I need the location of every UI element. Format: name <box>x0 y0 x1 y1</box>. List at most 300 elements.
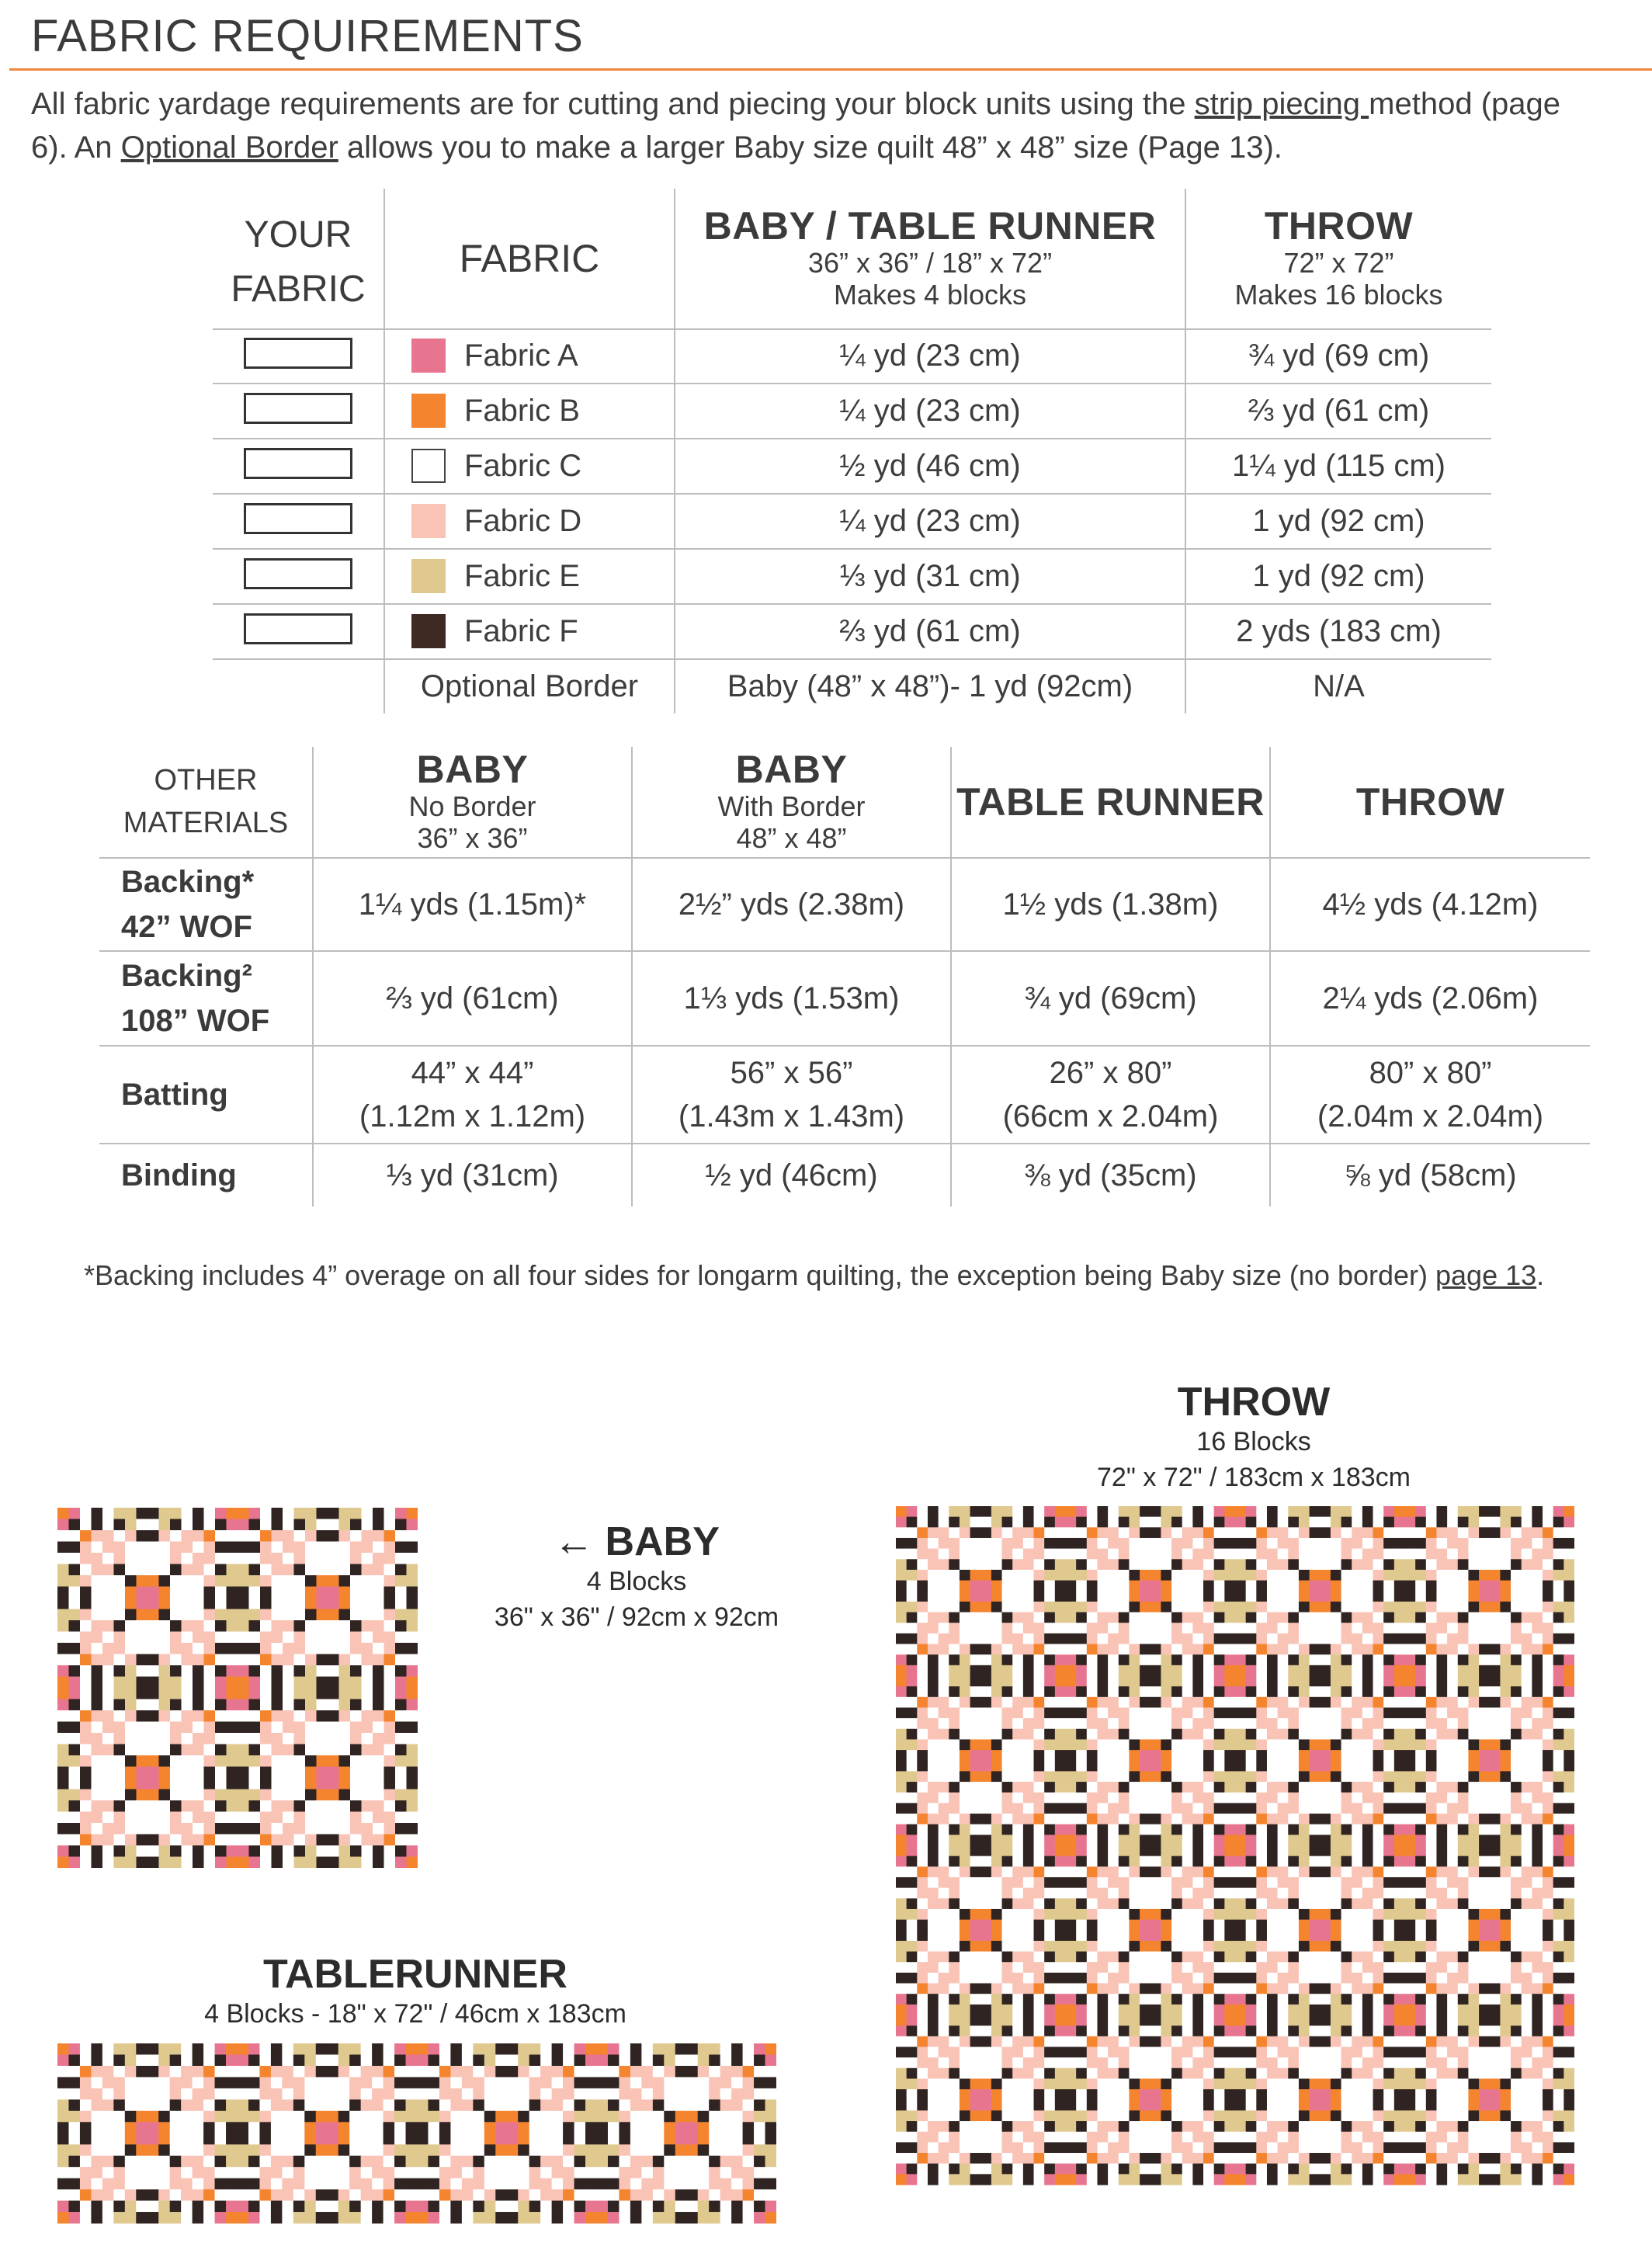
quilt-patch <box>949 2153 960 2164</box>
quilt-patch <box>182 1710 193 1722</box>
quilt-patch <box>960 1824 970 1835</box>
quilt-patch <box>1002 1654 1013 1665</box>
quilt-patch <box>249 1575 261 1587</box>
quilt-patch <box>1150 1697 1161 1708</box>
quilt-patch <box>170 1609 182 1621</box>
quilt-patch <box>1192 1707 1203 1718</box>
quilt-patch <box>1405 1877 1416 1888</box>
quilt-patch <box>125 1800 137 1812</box>
quilt-patch <box>1468 1559 1479 1570</box>
quilt-patch <box>1373 2057 1384 2068</box>
quilt-patch <box>1511 1782 1522 1793</box>
your-fabric-box[interactable] <box>244 448 352 479</box>
quilt-patch <box>1468 1941 1479 1952</box>
quilt-patch <box>238 1665 249 1677</box>
quilt-patch <box>1299 2164 1310 2175</box>
quilt-patch <box>1087 2121 1098 2132</box>
quilt-patch <box>1192 1644 1203 1655</box>
quilt-patch <box>57 1767 69 1779</box>
quilt-patch <box>1532 1697 1543 1708</box>
quilt-patch <box>1511 1729 1522 1740</box>
quilt-patch <box>1055 2174 1066 2185</box>
quilt-patch <box>125 1688 137 1699</box>
quilt-patch <box>1246 1898 1257 1909</box>
quilt-patch <box>1288 1654 1299 1665</box>
quilt-patch <box>1002 2046 1013 2057</box>
page-13-link[interactable]: page 13 <box>1435 1259 1537 1291</box>
quilt-patch <box>92 1755 103 1767</box>
quilt-patch <box>80 1632 92 1644</box>
quilt-patch <box>1235 1866 1246 1877</box>
quilt-patch <box>102 1654 114 1666</box>
quilt-patch <box>1012 1793 1023 1803</box>
quilt-patch <box>1426 1697 1437 1708</box>
quilt-patch <box>272 1699 283 1711</box>
quilt-patch <box>1192 1952 1203 1963</box>
quilt-patch <box>1012 2015 1023 2026</box>
quilt-patch <box>1278 1570 1289 1581</box>
quilt-patch <box>1500 1835 1511 1845</box>
quilt-patch <box>1500 1750 1511 1761</box>
quilt-patch <box>1394 2036 1405 2047</box>
quilt-patch <box>1500 1877 1511 1888</box>
quilt-patch <box>1055 1613 1066 1623</box>
quilt-patch <box>260 1620 272 1632</box>
quilt-patch <box>328 1620 339 1632</box>
quilt-patch <box>373 1767 384 1779</box>
quilt-patch <box>260 1519 272 1531</box>
quilt-patch <box>960 1750 970 1761</box>
baby-quilt-illustration <box>57 1508 418 1868</box>
quilt-patch <box>949 1654 960 1665</box>
quilt-patch <box>114 1632 126 1644</box>
quilt-patch <box>1511 1686 1522 1697</box>
quilt-patch <box>1553 1856 1564 1867</box>
quilt-patch <box>339 1598 351 1609</box>
quilt-patch <box>102 1553 114 1564</box>
quilt-patch <box>1203 1686 1214 1697</box>
quilt-patch <box>1066 2046 1077 2057</box>
quilt-patch <box>1320 2121 1331 2132</box>
quilt-patch <box>1119 1623 1130 1633</box>
quilt-patch <box>1415 1623 1426 1633</box>
quilt-patch <box>1119 1707 1130 1718</box>
quilt-patch <box>1288 1930 1299 1941</box>
quilt-patch <box>1331 2046 1341 2057</box>
quilt-patch <box>1299 2068 1310 2079</box>
quilt-patch <box>1055 1898 1066 1909</box>
quilt-patch <box>125 1643 137 1654</box>
quilt-patch <box>1288 1824 1299 1835</box>
quilt-patch <box>1002 1782 1013 1793</box>
quilt-patch <box>1436 1654 1447 1665</box>
quilt-patch <box>1108 1761 1119 1772</box>
quilt-patch <box>1267 2046 1278 2057</box>
quilt-patch <box>1299 2057 1310 2068</box>
quilt-patch <box>373 1744 384 1756</box>
your-fabric-box[interactable] <box>244 613 352 644</box>
quilt-patch <box>1267 1538 1278 1549</box>
quilt-patch <box>1320 1538 1331 1549</box>
quilt-patch <box>1129 1623 1140 1633</box>
quilt-patch <box>1383 1814 1394 1824</box>
quilt-patch <box>1447 1506 1458 1517</box>
quilt-patch <box>272 1519 283 1531</box>
quilt-patch <box>1066 2164 1077 2175</box>
your-fabric-box[interactable] <box>244 338 352 369</box>
quilt-patch <box>970 2174 981 2185</box>
quilt-patch <box>182 1744 193 1756</box>
quilt-patch <box>1012 2026 1023 2036</box>
quilt-patch <box>1087 2015 1098 2026</box>
quilt-patch <box>1341 1570 1352 1581</box>
quilt-patch <box>1256 1761 1267 1772</box>
optional-border-link[interactable]: Optional Border <box>120 130 338 165</box>
quilt-patch <box>1490 1835 1501 1845</box>
quilt-patch <box>1203 2078 1214 2089</box>
quilt-patch <box>1341 2036 1352 2047</box>
quilt-patch <box>1002 1644 1013 1655</box>
quilt-patch <box>102 1744 114 1756</box>
quilt-patch <box>395 1733 407 1744</box>
quilt-patch <box>1087 1654 1098 1665</box>
quilt-patch <box>1161 1591 1171 1602</box>
quilt-patch <box>1066 1994 1077 2005</box>
quilt-patch <box>1267 1761 1278 1772</box>
quilt-patch <box>1511 1898 1522 1909</box>
quilt-patch <box>1383 1654 1394 1665</box>
quilt-patch <box>1055 1697 1066 1708</box>
quilt-patch <box>1108 1888 1119 1899</box>
quilt-patch <box>1224 1888 1235 1899</box>
quilt-patch <box>1362 1506 1373 1517</box>
quilt-patch <box>1278 1941 1289 1952</box>
quilt-patch <box>970 1973 981 1984</box>
quilt-patch <box>1288 2132 1299 2143</box>
quilt-patch <box>1426 1623 1437 1633</box>
quilt-patch <box>1500 1952 1511 1963</box>
quilt-patch <box>1543 1559 1553 1570</box>
quilt-patch <box>294 1688 306 1699</box>
quilt-patch <box>1532 1952 1543 1963</box>
quilt-patch <box>1532 1898 1543 1909</box>
quilt-patch <box>1119 1941 1130 1952</box>
quilt-patch <box>1171 1506 1182 1517</box>
quilt-patch <box>1436 1803 1447 1814</box>
your-fabric-box[interactable] <box>244 503 352 534</box>
quilt-patch <box>1320 1952 1331 1963</box>
quilt-patch <box>80 1767 92 1779</box>
quilt-patch <box>1553 1697 1564 1708</box>
quilt-patch <box>1034 1856 1045 1867</box>
quilt-patch <box>991 2005 1002 2015</box>
quilt-patch <box>1161 2142 1171 2153</box>
quilt-patch <box>1119 2153 1130 2164</box>
quilt-patch <box>283 1835 294 1846</box>
quilt-patch <box>170 1575 182 1587</box>
quilt-patch <box>1331 2026 1341 2036</box>
quilt-patch <box>949 1877 960 1888</box>
quilt-patch <box>305 1835 317 1846</box>
quilt-patch <box>1394 1962 1405 1973</box>
quilt-patch <box>1310 1665 1321 1676</box>
quilt-patch <box>1140 1835 1150 1845</box>
quilt-patch <box>1373 1750 1384 1761</box>
quilt-patch <box>1224 1549 1235 1560</box>
quilt-patch <box>1447 1633 1458 1644</box>
quilt-patch <box>1320 1941 1331 1952</box>
quilt-patch <box>1553 1930 1564 1941</box>
quilt-patch <box>362 1800 373 1812</box>
quilt-patch <box>215 1688 227 1699</box>
quilt-patch <box>1076 2078 1087 2089</box>
quilt-patch <box>1087 1602 1098 1613</box>
quilt-patch <box>1394 1994 1405 2005</box>
quilt-patch <box>1288 1538 1299 1549</box>
quilt-patch <box>1214 1866 1225 1877</box>
quilt-patch <box>1076 1898 1087 1909</box>
quilt-patch <box>960 1506 970 1517</box>
quilt-patch <box>949 1570 960 1581</box>
quilt-patch <box>102 1835 114 1846</box>
quilt-patch <box>1002 1570 1013 1581</box>
quilt-patch <box>1447 1898 1458 1909</box>
quilt-patch <box>1076 2005 1087 2015</box>
quilt-patch <box>1055 1973 1066 1984</box>
quilt-patch <box>1352 1739 1362 1750</box>
quilt-patch <box>362 1755 373 1767</box>
quilt-patch <box>1522 1739 1532 1750</box>
quilt-patch <box>1458 1845 1469 1856</box>
quilt-patch <box>1447 2005 1458 2015</box>
quilt-patch <box>92 1598 103 1609</box>
quilt-patch <box>1108 2132 1119 2143</box>
quilt-patch <box>193 1508 204 1519</box>
quilt-patch <box>1267 1771 1278 1782</box>
quilt-patch <box>960 1549 970 1560</box>
quilt-patch <box>1415 1803 1426 1814</box>
quilt-patch <box>1415 1866 1426 1877</box>
quilt-patch <box>1553 1718 1564 1729</box>
quilt-patch <box>1299 1973 1310 1984</box>
quilt-patch <box>407 1857 418 1869</box>
quilt-patch <box>1203 1559 1214 1570</box>
quilt-patch <box>1171 1761 1182 1772</box>
quilt-patch <box>1171 1941 1182 1952</box>
quilt-patch <box>1034 1984 1045 1994</box>
quilt-patch <box>1553 2005 1564 2015</box>
quilt-patch <box>1119 2110 1130 2121</box>
quilt-patch <box>917 1793 928 1803</box>
quilt-patch <box>1066 1654 1077 1665</box>
quilt-patch <box>1458 1866 1469 1877</box>
quilt-patch <box>137 1677 148 1689</box>
quilt-patch <box>1182 1591 1193 1602</box>
quilt-patch <box>260 1677 272 1689</box>
quilt-patch <box>1129 1866 1140 1877</box>
quilt-patch <box>1097 2089 1108 2100</box>
quilt-patch <box>970 1517 981 1528</box>
quilt-patch <box>1235 1845 1246 1856</box>
quilt-patch <box>1564 1941 1574 1952</box>
quilt-patch <box>1394 2153 1405 2164</box>
quilt-patch <box>384 1812 396 1824</box>
quilt-patch <box>1002 2174 1013 2185</box>
quilt-patch <box>1140 1771 1150 1782</box>
quilt-patch <box>1119 1633 1130 1644</box>
quilt-patch <box>1119 1654 1130 1665</box>
quilt-patch <box>949 1888 960 1899</box>
quilt-patch <box>1564 1824 1574 1835</box>
quilt-patch <box>1087 1909 1098 1920</box>
quilt-patch <box>1331 1856 1341 1867</box>
quilt-patch <box>1426 2005 1437 2015</box>
quilt-patch <box>305 1665 317 1677</box>
quilt-patch <box>1310 1570 1321 1581</box>
quilt-patch <box>1108 2046 1119 2057</box>
quilt-patch <box>939 1750 949 1761</box>
quilt-patch <box>1129 1633 1140 1644</box>
quilt-patch <box>1097 1984 1108 1994</box>
quilt-patch <box>204 1553 216 1564</box>
quilt-patch <box>1108 2057 1119 2068</box>
quilt-patch <box>1310 1602 1321 1613</box>
quilt-patch <box>1055 1506 1066 1517</box>
quilt-patch <box>1023 2005 1034 2015</box>
quilt-patch <box>1394 2046 1405 2057</box>
quilt-patch <box>1511 1930 1522 1941</box>
quilt-patch <box>1341 2078 1352 2089</box>
quilt-patch <box>1362 1697 1373 1708</box>
quilt-patch <box>1129 1782 1140 1793</box>
strip-piecing-link[interactable]: strip piecing <box>1194 87 1369 121</box>
quilt-patch <box>1150 1559 1161 1570</box>
quilt-patch <box>1023 1644 1034 1655</box>
quilt-patch <box>193 1564 204 1576</box>
quilt-patch <box>1278 1984 1289 1994</box>
quilt-patch <box>1394 1814 1405 1824</box>
quilt-patch <box>159 1699 171 1711</box>
quilt-patch <box>1087 1676 1098 1687</box>
quilt-patch <box>1076 1973 1087 1984</box>
quilt-patch <box>1511 1761 1522 1772</box>
quilt-patch <box>339 1857 351 1869</box>
quilt-patch <box>1044 2005 1055 2015</box>
quilt-patch <box>1087 1739 1098 1750</box>
quilt-patch <box>1352 1771 1362 1782</box>
quilt-patch <box>1394 1591 1405 1602</box>
quilt-patch <box>1023 2089 1034 2100</box>
quilt-patch <box>1108 1952 1119 1963</box>
quilt-patch <box>1192 1729 1203 1740</box>
quilt-patch <box>1140 2036 1150 2047</box>
quilt-patch <box>1012 2153 1023 2164</box>
quilt-patch <box>407 1643 418 1654</box>
quilt-patch <box>1500 1739 1511 1750</box>
quilt-patch <box>1373 1707 1384 1718</box>
quilt-patch <box>1553 1866 1564 1877</box>
quilt-patch <box>1426 1803 1437 1814</box>
quilt-patch <box>215 1710 227 1722</box>
quilt-patch <box>1362 2153 1373 2164</box>
quilt-patch <box>1352 1570 1362 1581</box>
quilt-patch <box>960 1888 970 1899</box>
quilt-patch <box>1522 1941 1532 1952</box>
quilt-patch <box>960 2015 970 2026</box>
quilt-patch <box>1490 1697 1501 1708</box>
quilt-patch <box>1383 1771 1394 1782</box>
quilt-patch <box>1203 1527 1214 1538</box>
quilt-patch <box>1447 1973 1458 1984</box>
quilt-patch <box>1352 1782 1362 1793</box>
quilt-patch <box>1235 1549 1246 1560</box>
quilt-patch <box>907 2121 918 2132</box>
your-fabric-box[interactable] <box>244 393 352 424</box>
quilt-patch <box>991 1824 1002 1835</box>
quilt-patch <box>1012 2078 1023 2089</box>
quilt-patch <box>1119 1877 1130 1888</box>
quilt-patch <box>137 1722 148 1734</box>
quilt-patch <box>328 1800 339 1812</box>
quilt-patch <box>1192 1750 1203 1761</box>
quilt-patch <box>1246 1549 1257 1560</box>
quilt-patch <box>939 2100 949 2111</box>
quilt-patch <box>204 1778 216 1790</box>
tablerunner-caption-title: TABLERUNNER <box>263 1952 567 1997</box>
quilt-patch <box>1012 1644 1023 1655</box>
quilt-patch <box>1182 1676 1193 1687</box>
quilt-patch <box>1362 1814 1373 1824</box>
quilt-patch <box>1405 1676 1416 1687</box>
quilt-patch <box>407 1587 418 1599</box>
quilt-patch <box>1299 1930 1310 1941</box>
quilt-patch <box>1383 1984 1394 1994</box>
quilt-patch <box>1331 1676 1341 1687</box>
your-fabric-box[interactable] <box>244 558 352 589</box>
quilt-patch <box>1129 2036 1140 2047</box>
quilt-patch <box>907 1591 918 1602</box>
quilt-patch <box>1436 1665 1447 1676</box>
quilt-patch <box>1161 2046 1171 2057</box>
quilt-patch <box>1288 1707 1299 1718</box>
quilt-patch <box>1203 1793 1214 1803</box>
quilt-patch <box>159 1845 171 1857</box>
quilt-patch <box>395 1553 407 1564</box>
quilt-patch <box>1310 1729 1321 1740</box>
quilt-patch <box>1362 1707 1373 1718</box>
quilt-patch <box>1383 2068 1394 2079</box>
quilt-patch <box>1161 2174 1171 2185</box>
quilt-patch <box>1511 1814 1522 1824</box>
quilt-patch <box>294 1733 306 1744</box>
quilt-patch <box>991 1559 1002 1570</box>
quilt-patch <box>1373 2089 1384 2100</box>
quilt-patch <box>907 1613 918 1623</box>
quilt-patch <box>373 1800 384 1812</box>
quilt-patch <box>970 1888 981 1899</box>
quilt-patch <box>896 1866 907 1877</box>
quilt-patch <box>1055 2100 1066 2111</box>
quilt-patch <box>970 1952 981 1963</box>
quilt-patch <box>1310 1644 1321 1655</box>
quilt-patch <box>260 1778 272 1790</box>
quilt-patch <box>1182 1538 1193 1549</box>
quilt-patch <box>1468 1654 1479 1665</box>
quilt-patch <box>1511 1750 1522 1761</box>
quilt-patch <box>193 1620 204 1632</box>
quilt-patch <box>960 1856 970 1867</box>
quilt-patch <box>1150 1909 1161 1920</box>
